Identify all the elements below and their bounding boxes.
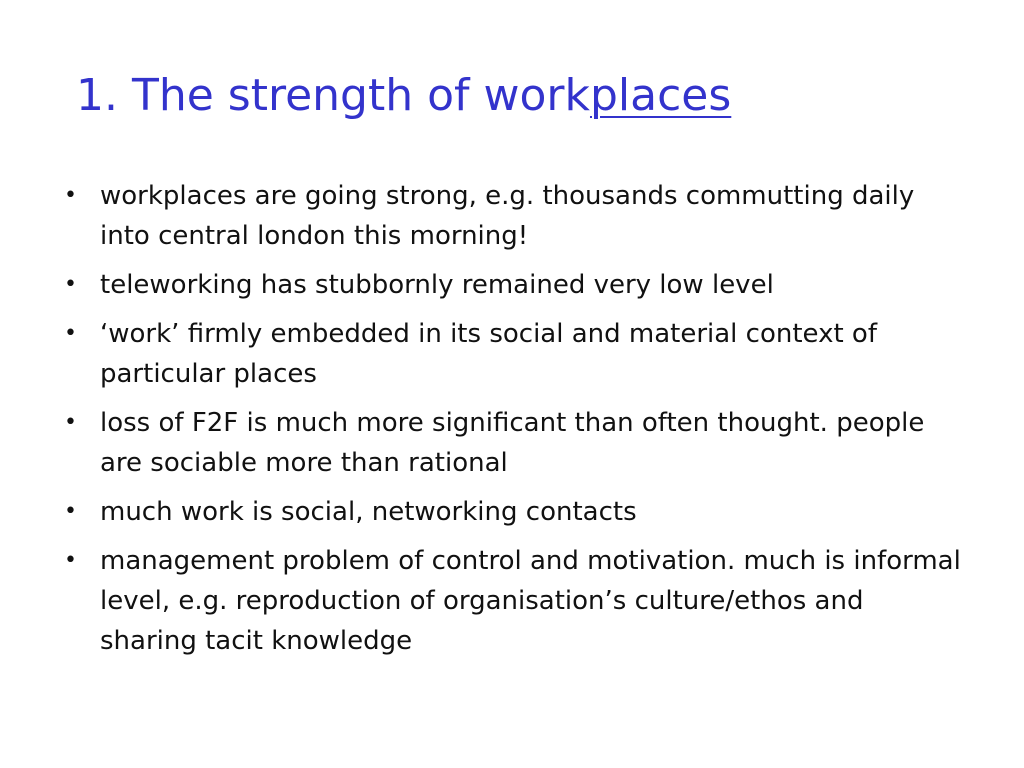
- bullet-dot-icon: •: [64, 548, 77, 573]
- bullet-item: [62, 492, 962, 532]
- bullet-dot-icon: •: [64, 499, 77, 524]
- bullet-dot-icon: •: [64, 183, 77, 208]
- bullet-dot-icon: •: [64, 272, 77, 297]
- bullet-text: workplaces are going strong, e.g. thousands commutting daily into central london this morning!: [100, 181, 915, 251]
- bullet-text: teleworking has stubbornly remained very low level: [100, 270, 774, 300]
- bullet-text: much work is social, networking contacts: [100, 497, 637, 527]
- bullet-item: [62, 176, 962, 256]
- bullet-text: management problem of control and motivation. much is informal level, e.g. reproduction of organisation’s culture/ethos and sharing tacit knowledge: [100, 546, 961, 656]
- bullet-dot-icon: •: [64, 410, 77, 435]
- slide-title-text: 1. The strength of work: [76, 70, 590, 121]
- bullet-item: [62, 541, 962, 661]
- bullet-text: loss of F2F is much more significant than often thought. people are sociable more than rational: [100, 408, 925, 478]
- bullet-dot-icon: •: [64, 321, 77, 346]
- bullet-item: [62, 314, 962, 394]
- bullet-item: [62, 403, 962, 483]
- slide-title-underlined-text: places: [589, 70, 732, 121]
- bullet-item: [62, 265, 962, 305]
- slide-title: [76, 64, 731, 128]
- bullet-text: ‘work’ firmly embedded in its social and material context of particular places: [100, 319, 877, 389]
- bullet-list: [62, 176, 962, 670]
